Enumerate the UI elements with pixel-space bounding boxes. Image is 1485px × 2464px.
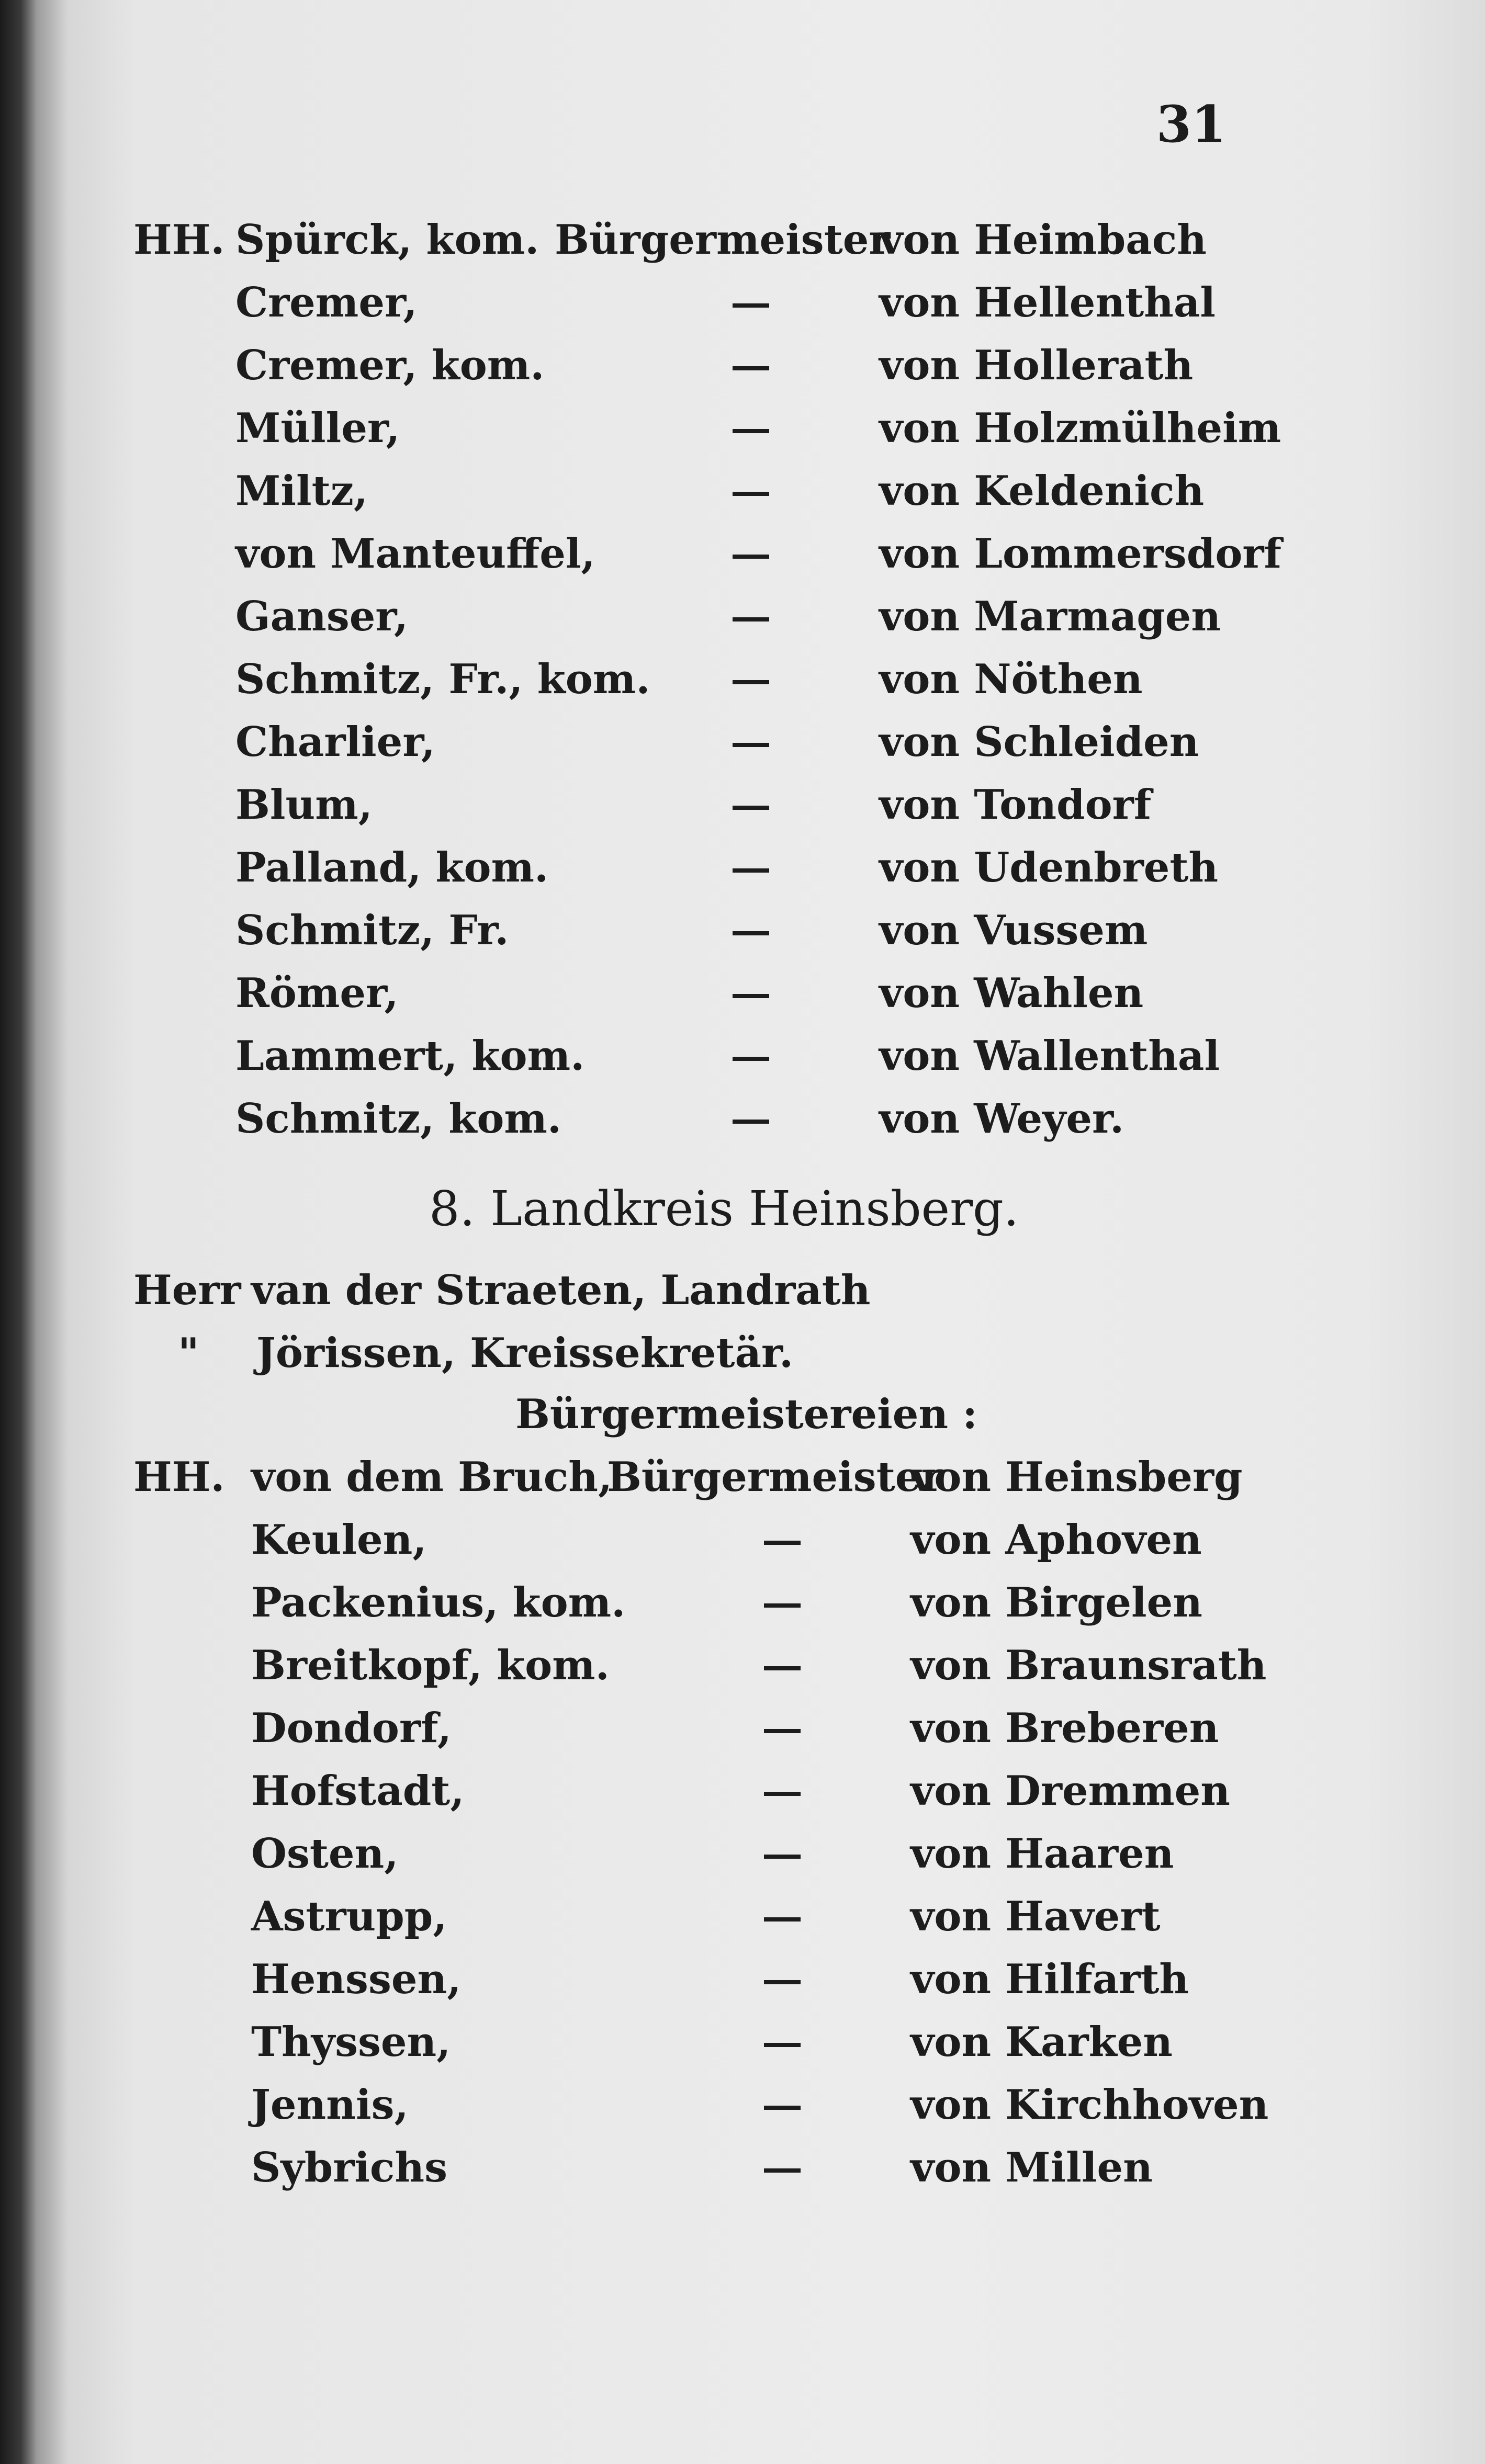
municipality: von Keldenich <box>879 467 1205 515</box>
ditto-dash <box>764 2106 801 2110</box>
honorific-prefix: HH. <box>133 216 225 264</box>
official-name: Breitkopf, kom. <box>251 1642 610 1689</box>
ditto-dash <box>764 1792 801 1796</box>
municipality: von Tondorf <box>879 781 1152 829</box>
secretary-prefix: " <box>178 1329 199 1377</box>
ditto-dash <box>764 2168 801 2173</box>
ditto-dash <box>733 429 769 433</box>
page-number: 31 <box>1156 95 1227 154</box>
ditto-dash <box>733 1120 769 1124</box>
official-name: Jennis, <box>251 2081 409 2129</box>
ditto-dash <box>733 492 769 496</box>
official-name: Lammert, kom. <box>235 1032 585 1080</box>
official-name: Spürck, kom. <box>235 216 539 264</box>
municipality: von Vussem <box>879 907 1148 954</box>
ditto-dash <box>733 743 769 747</box>
municipality: von Udenbreth <box>879 844 1219 891</box>
official-name: Cremer, <box>235 279 418 326</box>
municipality: von Karken <box>910 2018 1173 2066</box>
landrat-name: van der Straeten, Landrath <box>251 1267 871 1314</box>
official-name: von dem Bruch, <box>251 1453 613 1501</box>
municipality: von Heinsberg <box>910 1453 1243 1501</box>
ditto-dash <box>733 1057 769 1061</box>
municipality: von Hilfarth <box>910 1956 1189 2003</box>
role-title: Bürgermeister <box>555 216 891 264</box>
section-heading: 8. Landkreis Heinsberg. <box>429 1181 1019 1237</box>
official-name: Ganser, <box>235 593 408 640</box>
municipality: von Breberen <box>910 1704 1219 1752</box>
honorific-prefix: HH. <box>133 1453 225 1501</box>
municipality: von Aphoven <box>910 1516 1202 1564</box>
official-name: Charlier, <box>235 718 435 766</box>
official-name: von Manteuffel, <box>235 530 595 578</box>
ditto-dash <box>764 1917 801 1922</box>
ditto-dash <box>733 366 769 370</box>
municipality: von Wahlen <box>879 969 1144 1017</box>
official-name: Müller, <box>235 404 400 452</box>
ditto-dash <box>764 1541 801 1545</box>
municipality: von Millen <box>910 2144 1153 2191</box>
municipality: von Marmagen <box>879 593 1221 640</box>
official-name: Keulen, <box>251 1516 427 1564</box>
ditto-dash <box>733 617 769 621</box>
municipality: von Heimbach <box>879 216 1207 264</box>
municipality: von Havert <box>910 1893 1161 1940</box>
official-name: Sybrichs <box>251 2144 448 2191</box>
ditto-dash <box>733 931 769 935</box>
landrat-prefix: Herr <box>133 1267 241 1314</box>
ditto-dash <box>764 1603 801 1608</box>
municipality: von Wallenthal <box>879 1032 1220 1080</box>
official-name: Schmitz, kom. <box>235 1095 562 1143</box>
ditto-dash <box>764 1729 801 1733</box>
official-name: Henssen, <box>251 1956 462 2003</box>
ditto-dash <box>733 680 769 684</box>
official-name: Palland, kom. <box>235 844 549 891</box>
ditto-dash <box>733 994 769 998</box>
role-title: Bürgermeister <box>607 1453 943 1501</box>
official-name: Astrupp, <box>251 1893 447 1940</box>
official-name: Packenius, kom. <box>251 1579 626 1626</box>
ditto-dash <box>764 1980 801 1984</box>
ditto-dash <box>733 806 769 810</box>
municipality: von Braunsrath <box>910 1642 1267 1689</box>
municipality: von Hollerath <box>879 342 1194 389</box>
official-name: Osten, <box>251 1830 399 1878</box>
municipality: von Holzmülheim <box>879 404 1281 452</box>
municipality: von Haaren <box>910 1830 1174 1878</box>
ditto-dash <box>764 2043 801 2047</box>
municipality: von Hellenthal <box>879 279 1216 326</box>
municipality: von Birgelen <box>910 1579 1202 1626</box>
official-name: Miltz, <box>235 467 368 515</box>
municipality: von Nöthen <box>879 655 1143 703</box>
ditto-dash <box>733 303 769 308</box>
municipality: von Kirchhoven <box>910 2081 1269 2129</box>
official-name: Römer, <box>235 969 399 1017</box>
official-name: Thyssen, <box>251 2018 451 2066</box>
official-name: Schmitz, Fr. <box>235 907 509 954</box>
municipality: von Schleiden <box>879 718 1199 766</box>
ditto-dash <box>733 555 769 559</box>
official-name: Schmitz, Fr., kom. <box>235 655 650 703</box>
ditto-dash <box>733 868 769 873</box>
municipality: von Lommersdorf <box>879 530 1281 578</box>
official-name: Hofstadt, <box>251 1767 465 1815</box>
ditto-dash <box>764 1855 801 1859</box>
ditto-dash <box>764 1666 801 1670</box>
official-name: Dondorf, <box>251 1704 452 1752</box>
official-name: Blum, <box>235 781 373 829</box>
subheading: Bürgermeistereien : <box>515 1391 977 1438</box>
municipality: von Weyer. <box>879 1095 1124 1143</box>
official-name: Cremer, kom. <box>235 342 545 389</box>
secretary-name: Jörissen, Kreissekretär. <box>256 1329 794 1377</box>
municipality: von Dremmen <box>910 1767 1230 1815</box>
